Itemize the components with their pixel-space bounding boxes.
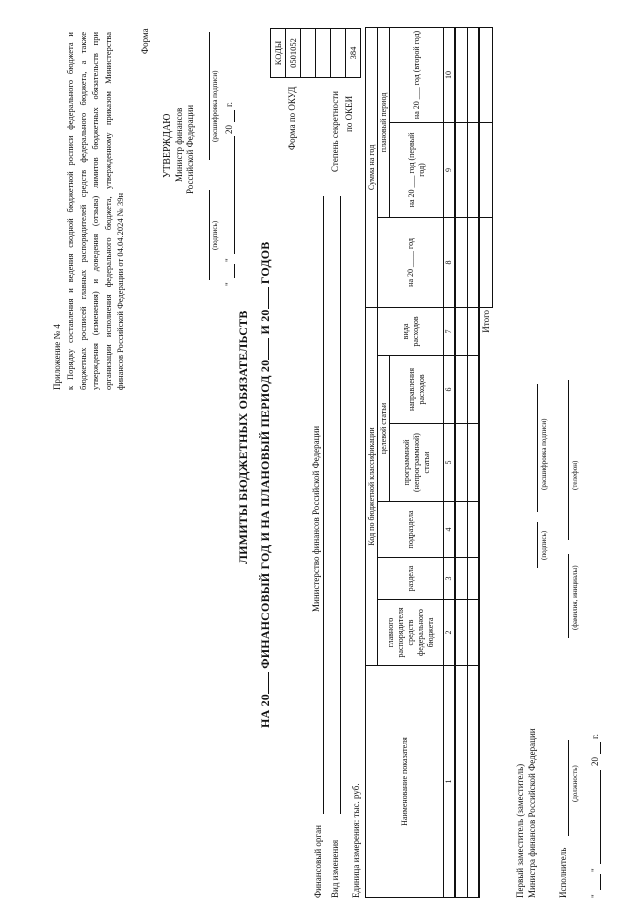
col-number-4: 4 xyxy=(444,502,456,558)
deputy-decode-caption: (расшифровка подписи) xyxy=(540,418,548,490)
data-cell xyxy=(455,558,467,600)
data-cell xyxy=(467,307,479,355)
form-label: Форма xyxy=(140,28,150,54)
approve-year-line xyxy=(234,110,235,122)
total-cell-second xyxy=(479,27,492,122)
codes-empty-2 xyxy=(316,29,331,78)
fin-body-label: Финансовый орган xyxy=(313,825,323,898)
date-year-line xyxy=(600,742,601,754)
limits-table xyxy=(365,27,493,898)
data-cell xyxy=(467,424,479,502)
total-cell-current xyxy=(479,217,492,307)
executor-fio-line xyxy=(568,554,569,638)
col-number-1: 1 xyxy=(444,666,456,898)
appendix-number: Приложение № 4 xyxy=(52,324,62,390)
col-number-3: 3 xyxy=(444,558,456,600)
date-quote-close: " xyxy=(590,868,600,872)
date-year-suffix: г. xyxy=(590,734,600,739)
col-number-7: 7 xyxy=(444,307,456,355)
data-cell xyxy=(467,600,479,666)
indicator-header: Наименование показателя xyxy=(366,666,444,898)
approve-year-suffix: г. xyxy=(224,102,234,107)
fin-body-value: Министерство финансов Российской Федерации xyxy=(311,425,321,612)
approve-decode-caption: (расшифровка подписи) xyxy=(211,70,219,142)
approve-decode-line xyxy=(209,32,210,160)
executor-fio-caption: (фамилия, инициалы) xyxy=(571,565,579,630)
date-day-line xyxy=(600,874,601,890)
date-month-line xyxy=(600,770,601,864)
data-cell xyxy=(455,217,467,307)
executor-label: Исполнитель xyxy=(558,847,568,898)
approve-month-line xyxy=(234,136,235,254)
approve-quote-open: " xyxy=(224,282,234,286)
data-cell xyxy=(467,27,479,122)
codes-header: КОДЫ xyxy=(271,29,286,78)
approve-org-line2: Российской Федерации xyxy=(185,104,195,194)
date-quote-open: " xyxy=(590,894,600,898)
first-year-header: на 20 ___ год (первый год) xyxy=(390,122,444,217)
col-number-6: 6 xyxy=(444,356,456,424)
razdel-header: раздела xyxy=(378,558,444,600)
total-row xyxy=(479,27,492,897)
executor-phone-caption: (телефон) xyxy=(571,460,579,490)
secrecy-label: Степень секретности xyxy=(330,91,340,172)
second-year-header: на 20 ___ год (второй год) xyxy=(390,27,444,122)
codes-empty-3 xyxy=(331,29,346,78)
sum-header: Сумма на год xyxy=(366,27,378,307)
okud-value: 0501052 xyxy=(286,29,301,78)
approve-day-line xyxy=(234,264,235,278)
data-cell xyxy=(455,424,467,502)
podrazdel-header: подраздела xyxy=(378,502,444,558)
total-cell-first xyxy=(479,122,492,217)
okei-label: по ОКЕИ xyxy=(344,95,354,132)
executor-position-caption: (должность) xyxy=(571,765,579,802)
grbs-header: главного распорядителя средств федерального бюджета xyxy=(378,600,444,666)
title-and20: И 20 xyxy=(258,309,272,335)
data-cell xyxy=(455,502,467,558)
codes-table xyxy=(270,28,361,78)
data-cell xyxy=(455,666,467,898)
executor-phone-line xyxy=(568,380,569,540)
change-type-line xyxy=(340,196,341,814)
col-number-5: 5 xyxy=(444,424,456,502)
deputy-decode-line xyxy=(537,384,538,512)
okud-label: Форма по ОКУД xyxy=(287,86,297,150)
fin-body-line xyxy=(323,196,324,814)
title-line2-mid: ФИНАНСОВЫЙ ГОД И НА ПЛАНОВЫЙ ПЕРИОД 20 xyxy=(258,359,272,669)
total-label: Итого xyxy=(479,307,492,897)
first-deputy-line2: Министра финансов Российской Федерации xyxy=(527,728,537,898)
data-cell xyxy=(455,27,467,122)
title-line1: ЛИМИТЫ БЮДЖЕТНЫХ ОБЯЗАТЕЛЬСТВ xyxy=(236,310,250,564)
title-line2 xyxy=(258,241,273,728)
change-type-label: Вид изменения xyxy=(330,839,340,898)
direction-header: направления расходов xyxy=(390,356,444,424)
target-header: целевой статьи xyxy=(378,356,390,502)
date-year-prefix: 20 xyxy=(590,757,600,766)
okei-value: 384 xyxy=(346,29,361,78)
title-years: ГОДОВ xyxy=(258,241,272,285)
data-cell xyxy=(467,502,479,558)
col-number-2: 2 xyxy=(444,600,456,666)
codes-empty-1 xyxy=(301,29,316,78)
deputy-sign-line xyxy=(537,522,538,568)
approve-sign-line xyxy=(209,190,210,280)
data-cell xyxy=(455,122,467,217)
data-cell xyxy=(467,122,479,217)
approve-year-prefix: 20 xyxy=(224,125,234,134)
col-number-10: 10 xyxy=(444,27,456,122)
approve-quote-close: " xyxy=(224,258,234,262)
approve-title: УТВЕРЖДАЮ xyxy=(162,113,173,178)
first-deputy-line1: Первый заместитель (заместитель) xyxy=(515,763,525,898)
approve-sign-caption: (подпись) xyxy=(211,220,219,250)
deputy-sign-caption: (подпись) xyxy=(540,530,548,560)
col-number-9: 9 xyxy=(444,122,456,217)
executor-position-line xyxy=(568,740,569,836)
appendix-text: к Порядку составления и ведения сводной бюджетной росписи федерального бюджета и бюджетных росписей главных распорядителей средств федерального бюджета, а также утверждения (изменения) и доведения (отзыва) лимитов бюджетных обязательств при организации исполнения федерального бюджета, утвержденному приказом Министерства финансов Российской Федерации от 04.04.2024 № 39н xyxy=(65,32,125,390)
expense-type-header: вида расходов xyxy=(378,307,444,355)
current-year-header: на 20 ____ год xyxy=(378,217,444,307)
program-header: программной (непрограммной) статьи xyxy=(390,424,444,502)
approve-org-line1: Министр финансов xyxy=(174,107,184,182)
table-row xyxy=(467,27,479,897)
data-cell xyxy=(455,600,467,666)
data-cell xyxy=(455,307,467,355)
unit-label: Единица измерения: тыс. руб. xyxy=(351,783,361,898)
data-cell xyxy=(467,558,479,600)
plan-header: плановый период xyxy=(378,27,390,217)
data-cell xyxy=(467,356,479,424)
code-header: Код по бюджетной классификации xyxy=(366,307,378,665)
data-cell xyxy=(467,217,479,307)
col-number-8: 8 xyxy=(444,217,456,307)
data-cell xyxy=(467,666,479,898)
table-row xyxy=(455,27,467,897)
data-cell xyxy=(455,356,467,424)
title-na20: НА 20 xyxy=(258,694,272,728)
